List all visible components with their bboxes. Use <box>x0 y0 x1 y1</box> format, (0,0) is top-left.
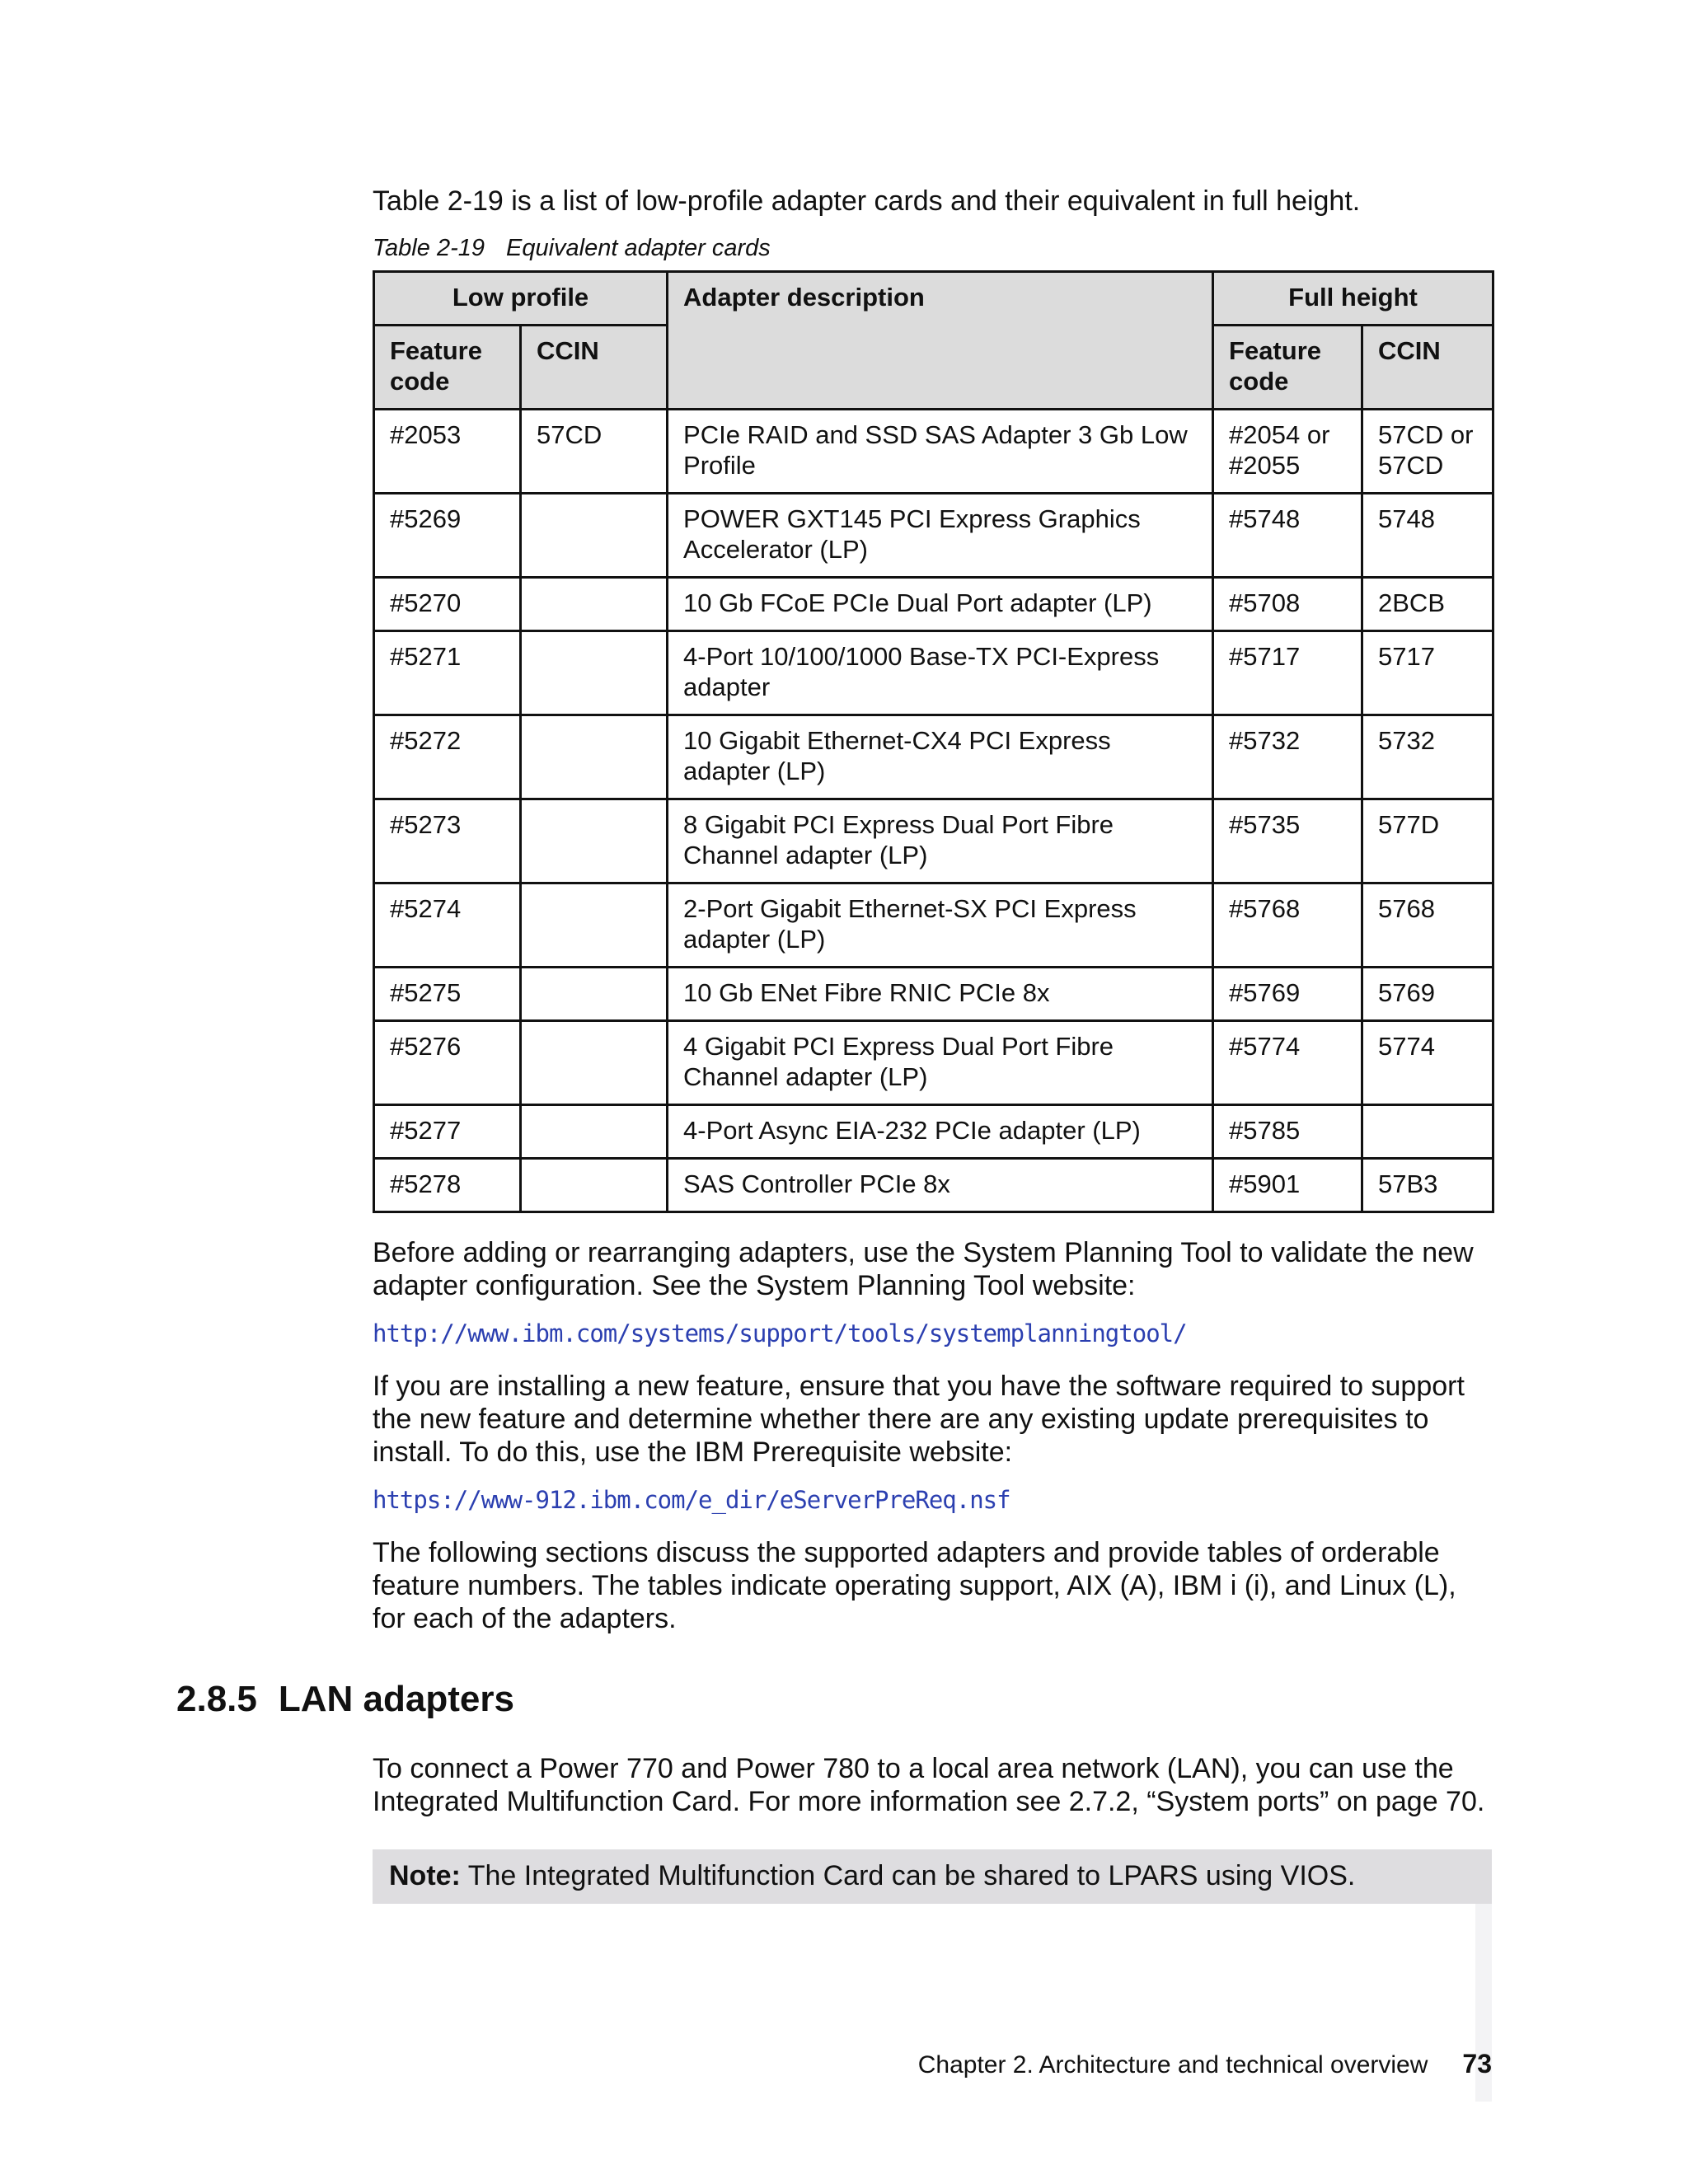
lp-ccin-cell <box>521 799 668 883</box>
fh-feature-cell: #5901 <box>1213 1159 1362 1212</box>
lp-ccin-cell <box>521 1159 668 1212</box>
spt-paragraph: Before adding or rearranging adapters, use the System Planning Tool to validate the new adapter configuration. See the System Planning Tool website: <box>373 1237 1474 1301</box>
lp-feature-cell: #5269 <box>374 494 521 578</box>
fh-ccin-cell <box>1362 1105 1493 1159</box>
table-caption <box>373 234 1492 262</box>
description-cell: POWER GXT145 PCI Express Graphics Accelerator (LP) <box>668 494 1213 578</box>
prereq-url-link[interactable]: https://www-912.ibm.com/e_dir/eServerPreReq.nsf <box>373 1486 1010 1514</box>
lp-feature-cell: #5270 <box>374 578 521 631</box>
lp-ccin-cell <box>521 631 668 715</box>
sections-paragraph: The following sections discuss the supported adapters and provide tables of orderable feature numbers. The tables indicate operating support, AIX (A), IBM i (i), and Linux (L), for each of the adapters. <box>373 1537 1456 1634</box>
description-cell: 10 Gigabit Ethernet-CX4 PCI Express adapter (LP) <box>668 715 1213 799</box>
fh-ccin-cell: 5717 <box>1362 631 1493 715</box>
fh-feature-cell: #5748 <box>1213 494 1362 578</box>
note-label: Note: <box>389 1860 461 1891</box>
lp-feature-code-header: Feature code <box>374 326 521 410</box>
section-title: LAN adapters <box>278 1679 514 1719</box>
table-row <box>374 883 1493 968</box>
lp-ccin-cell <box>521 715 668 799</box>
lp-ccin-cell <box>521 578 668 631</box>
fh-feature-cell: #5768 <box>1213 883 1362 968</box>
lp-ccin-cell <box>521 968 668 1021</box>
lp-feature-cell: #5278 <box>374 1159 521 1212</box>
low-profile-header: Low profile <box>374 272 668 326</box>
section-number: 2.8.5 <box>176 1679 257 1719</box>
lp-ccin-cell <box>521 1021 668 1105</box>
fh-feature-cell: #5785 <box>1213 1105 1362 1159</box>
fh-feature-cell: #5732 <box>1213 715 1362 799</box>
fh-feature-cell: #5717 <box>1213 631 1362 715</box>
table-row <box>374 1159 1493 1212</box>
lp-feature-cell: #5274 <box>374 883 521 968</box>
description-header: Adapter description <box>668 272 1213 410</box>
description-cell: 8 Gigabit PCI Express Dual Port Fibre Channel adapter (LP) <box>668 799 1213 883</box>
fh-ccin-cell: 2BCB <box>1362 578 1493 631</box>
spt-url-link[interactable]: http://www.ibm.com/systems/support/tools/systemplanningtool/ <box>373 1319 1187 1347</box>
description-cell: 2-Port Gigabit Ethernet-SX PCI Express adapter (LP) <box>668 883 1213 968</box>
note-text: The Integrated Multifunction Card can be shared to LPARS using VIOS. <box>460 1860 1356 1891</box>
lp-ccin-header: CCIN <box>521 326 668 410</box>
lp-feature-cell: #5273 <box>374 799 521 883</box>
table-caption-id: Table 2-19 <box>373 235 485 261</box>
table-caption-title: Equivalent adapter cards <box>505 235 771 261</box>
lp-feature-cell: #5276 <box>374 1021 521 1105</box>
lan-paragraph: To connect a Power 770 and Power 780 to a local area network (LAN), you can use the Integrated Multifunction Card. For more information see 2.7.2, “System ports” on page 70. <box>373 1753 1485 1817</box>
fh-feature-cell: #2054 or #2055 <box>1213 410 1362 494</box>
equivalent-adapter-table <box>373 270 1494 1213</box>
fh-ccin-cell: 5774 <box>1362 1021 1493 1105</box>
fh-ccin-header: CCIN <box>1362 326 1493 410</box>
lp-feature-cell: #5275 <box>374 968 521 1021</box>
full-height-header: Full height <box>1213 272 1493 326</box>
description-cell: 10 Gb FCoE PCIe Dual Port adapter (LP) <box>668 578 1213 631</box>
table-row <box>374 410 1493 494</box>
page-content <box>373 185 1492 1635</box>
note-box <box>373 1849 1492 1904</box>
table-row <box>374 1021 1493 1105</box>
lp-feature-cell: #5271 <box>374 631 521 715</box>
lp-feature-cell: #2053 <box>374 410 521 494</box>
fh-feature-cell: #5735 <box>1213 799 1362 883</box>
fh-ccin-cell: 57B3 <box>1362 1159 1493 1212</box>
lp-ccin-cell <box>521 494 668 578</box>
fh-feature-code-header: Feature code <box>1213 326 1362 410</box>
intro-paragraph: Table 2-19 is a list of low-profile adapter cards and their equivalent in full height. <box>373 185 1361 217</box>
table-row <box>374 799 1493 883</box>
description-cell: 4 Gigabit PCI Express Dual Port Fibre Channel adapter (LP) <box>668 1021 1213 1105</box>
fh-feature-cell: #5774 <box>1213 1021 1362 1105</box>
fh-feature-cell: #5708 <box>1213 578 1362 631</box>
table-row <box>374 715 1493 799</box>
fh-ccin-cell: 5769 <box>1362 968 1493 1021</box>
description-cell: 10 Gb ENet Fibre RNIC PCIe 8x <box>668 968 1213 1021</box>
lp-feature-cell: #5272 <box>374 715 521 799</box>
group-header-row <box>374 272 1493 326</box>
fh-ccin-cell: 5732 <box>1362 715 1493 799</box>
table-row <box>374 631 1493 715</box>
fh-feature-cell: #5769 <box>1213 968 1362 1021</box>
lp-ccin-cell: 57CD <box>521 410 668 494</box>
page-footer <box>918 2047 1492 2082</box>
fh-ccin-cell: 577D <box>1362 799 1493 883</box>
description-cell: 4-Port Async EIA-232 PCIe adapter (LP) <box>668 1105 1213 1159</box>
prereq-paragraph: If you are installing a new feature, ensure that you have the software required to support the new feature and determine whether there are any existing update prerequisites to install. To do this, use the IBM Prerequisite website: <box>373 1371 1465 1468</box>
page-number: 73 <box>1462 2049 1492 2079</box>
description-cell: PCIe RAID and SSD SAS Adapter 3 Gb Low Profile <box>668 410 1213 494</box>
lp-feature-cell: #5277 <box>374 1105 521 1159</box>
fh-ccin-cell: 5748 <box>1362 494 1493 578</box>
section-heading <box>176 1678 514 1721</box>
footer-chapter: Chapter 2. Architecture and technical overview <box>917 2051 1428 2079</box>
table-row <box>374 494 1493 578</box>
fh-ccin-cell: 57CD or 57CD <box>1362 410 1493 494</box>
description-cell: 4-Port 10/100/1000 Base-TX PCI-Express adapter <box>668 631 1213 715</box>
lp-ccin-cell <box>521 1105 668 1159</box>
fh-ccin-cell: 5768 <box>1362 883 1493 968</box>
description-cell: SAS Controller PCIe 8x <box>668 1159 1213 1212</box>
table-row <box>374 578 1493 631</box>
lp-ccin-cell <box>521 883 668 968</box>
table-row <box>374 968 1493 1021</box>
table-row <box>374 1105 1493 1159</box>
